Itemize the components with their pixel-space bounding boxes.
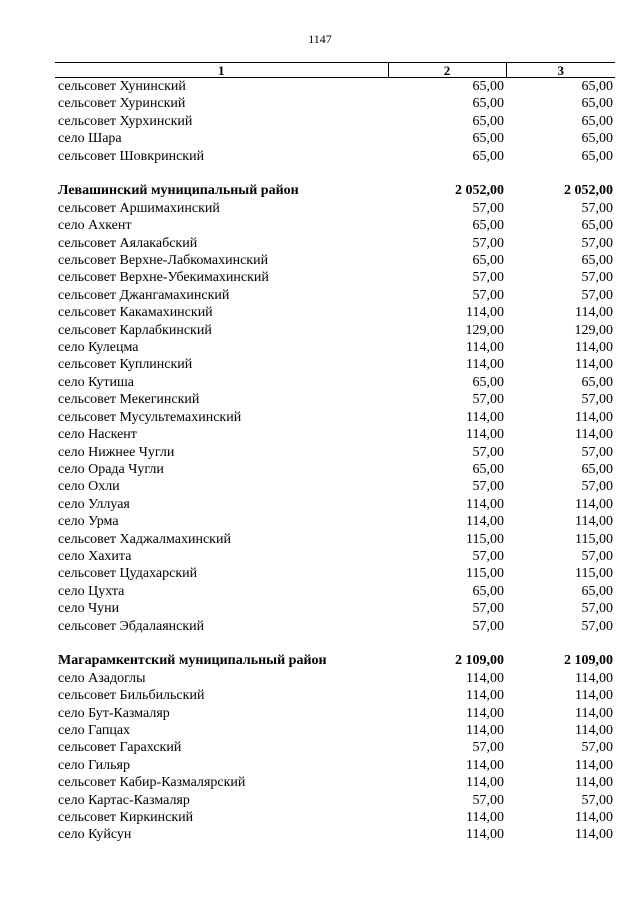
column-3-value-cell: 114,00 — [575, 496, 613, 512]
table-row — [55, 792, 615, 809]
locality-name-cell: село Охли — [58, 479, 120, 495]
column-3-value-cell: 114,00 — [575, 340, 613, 356]
column-3-value-cell: 114,00 — [575, 705, 613, 721]
column-2-value-cell: 115,00 — [466, 566, 504, 582]
table-row — [55, 148, 615, 165]
column-2-value-cell: 65,00 — [472, 374, 504, 390]
locality-name-cell: село Кулецма — [58, 340, 139, 356]
column-3-value-cell: 114,00 — [575, 723, 613, 738]
column-3-value-cell: 114,00 — [575, 775, 613, 791]
table-row — [55, 356, 615, 373]
column-2-value-cell: 65,00 — [472, 79, 504, 94]
column-2-value-cell: 114,00 — [466, 427, 504, 443]
column-2-value-cell: 57,00 — [472, 479, 504, 495]
table-row — [55, 444, 615, 461]
column-3-value-cell: 57,00 — [581, 601, 613, 617]
column-3-value-cell: 65,00 — [581, 218, 613, 234]
locality-name-cell: сельсовет Шовкринский — [58, 148, 205, 164]
locality-name-cell: село Нижнее Чугли — [58, 444, 175, 460]
district-heading-row — [55, 652, 615, 669]
locality-name-cell: сельсовет Аялакабский — [58, 235, 198, 251]
table-row — [55, 391, 615, 408]
locality-name-cell: сельсовет Киркинский — [58, 810, 194, 826]
column-3-value-cell: 114,00 — [575, 409, 613, 425]
column-2-value-cell: 114,00 — [466, 827, 504, 843]
column-3-value-cell: 57,00 — [581, 740, 613, 756]
column-2-value-cell: 65,00 — [472, 253, 504, 269]
locality-name-cell: село Ахкент — [58, 218, 132, 234]
table-row — [55, 496, 615, 513]
table-row — [55, 826, 615, 843]
column-2-value-cell: 57,00 — [472, 792, 504, 808]
table-row — [55, 269, 615, 286]
district-heading-row — [55, 182, 615, 199]
table-row — [55, 687, 615, 704]
column-3-value-cell: 57,00 — [581, 479, 613, 495]
column-3-value-cell: 114,00 — [575, 305, 613, 321]
table-row — [55, 200, 615, 217]
spacer-row — [55, 635, 615, 652]
locality-name-cell: сельсовет Хуринский — [58, 96, 186, 112]
locality-name-cell: село Наскент — [58, 427, 137, 443]
table-row — [55, 235, 615, 252]
page-number: 1147 — [308, 32, 332, 46]
locality-name-cell: село Шара — [58, 131, 122, 147]
table-row — [55, 565, 615, 582]
table-row — [55, 287, 615, 304]
locality-name-cell: село Азадоглы — [58, 670, 146, 686]
spacer-row — [55, 165, 615, 182]
column-2-value-cell: 114,00 — [466, 496, 504, 512]
locality-name-cell: сельсовет Мекегинский — [58, 392, 200, 408]
table-row — [55, 600, 615, 617]
column-3-value-cell: 65,00 — [581, 461, 613, 477]
table-row — [55, 809, 615, 826]
locality-name-cell: сельсовет Хурхинский — [58, 113, 193, 129]
locality-name-cell: сельсовет Куплинский — [58, 357, 193, 373]
column-2-value-cell: 114,00 — [466, 757, 504, 773]
table-row — [55, 670, 615, 687]
column-3-value-cell: 115,00 — [575, 531, 613, 547]
column-2-value-cell: 65,00 — [472, 583, 504, 599]
table-body — [55, 78, 615, 844]
column-2-value-cell: 114,00 — [466, 340, 504, 356]
locality-name-cell: село Гильяр — [58, 757, 130, 773]
column-3-value-cell: 114,00 — [575, 827, 613, 843]
column-3-value-cell: 57,00 — [581, 444, 613, 460]
locality-name-cell: сельсовет Хунинский — [58, 79, 186, 94]
column-3-value-cell: 2 109,00 — [564, 653, 613, 669]
column-3-value-cell: 65,00 — [581, 131, 613, 147]
locality-name-cell: сельсовет Хаджалмахинский — [58, 531, 231, 547]
locality-name-cell: село Картас-Казмаляр — [58, 792, 190, 808]
table-row — [55, 339, 615, 356]
locality-name-cell: сельсовет Джангамахинский — [58, 287, 230, 303]
table-row — [55, 531, 615, 548]
column-3-value-cell: 114,00 — [575, 810, 613, 826]
locality-name-cell: сельсовет Верхне-Убекимахинский — [58, 270, 269, 286]
column-2-value-cell: 114,00 — [466, 305, 504, 321]
table-row — [55, 95, 615, 112]
column-3-value-cell: 65,00 — [581, 583, 613, 599]
locality-name-cell: село Орада Чугли — [58, 461, 164, 477]
table-row — [55, 426, 615, 443]
column-3-value-cell: 57,00 — [581, 200, 613, 216]
locality-name-cell: село Куйсун — [58, 827, 132, 843]
table-row — [55, 409, 615, 426]
locality-name-cell: сельсовет Бильбильский — [58, 688, 205, 704]
column-2-value-cell: 57,00 — [472, 548, 504, 564]
column-3-value-cell: 114,00 — [575, 670, 613, 686]
table-row — [55, 217, 615, 234]
table-row — [55, 304, 615, 321]
column-3-value-cell: 129,00 — [574, 322, 613, 338]
locality-name-cell: село Гапцах — [58, 723, 131, 738]
column-2-value-cell: 57,00 — [472, 200, 504, 216]
column-2-value-cell: 114,00 — [466, 810, 504, 826]
column-3-value-cell: 57,00 — [581, 270, 613, 286]
column-3-value-cell: 65,00 — [581, 79, 613, 94]
column-3-value-cell: 57,00 — [581, 235, 613, 251]
column-3-value-cell: 57,00 — [581, 618, 613, 634]
locality-name-cell: Магарамкентский муниципальный район — [58, 653, 327, 669]
locality-name-cell: село Кутиша — [58, 374, 134, 390]
column-2-value-cell: 2 109,00 — [455, 653, 504, 669]
locality-name-cell: сельсовет Кабир-Казмалярский — [58, 775, 246, 791]
locality-name-cell: село Чуни — [58, 601, 120, 617]
table-row — [55, 583, 615, 600]
table-row — [55, 478, 615, 495]
locality-name-cell: сельсовет Цудахарский — [58, 566, 198, 582]
locality-name-cell: село Урма — [58, 514, 119, 530]
table-header-row — [55, 63, 615, 78]
table-row — [55, 113, 615, 130]
spacer-cell — [55, 165, 615, 182]
column-2-value-cell: 2 052,00 — [455, 183, 504, 199]
column-2-value-cell: 65,00 — [472, 131, 504, 147]
column-header-3: 3 — [506, 63, 615, 78]
table-row — [55, 322, 615, 339]
column-3-value-cell: 65,00 — [581, 253, 613, 269]
column-2-value-cell: 114,00 — [466, 723, 504, 738]
table-row — [55, 705, 615, 722]
locality-name-cell: Левашинский муниципальный район — [58, 183, 299, 199]
column-3-value-cell: 57,00 — [581, 287, 613, 303]
table-row — [55, 130, 615, 147]
column-2-value-cell: 114,00 — [466, 705, 504, 721]
locality-name-cell: село Бут-Казмаляр — [58, 705, 170, 721]
column-3-value-cell: 114,00 — [575, 357, 613, 373]
column-3-value-cell: 2 052,00 — [564, 183, 613, 199]
column-3-value-cell: 114,00 — [575, 514, 613, 530]
locality-name-cell: село Хахита — [58, 548, 132, 564]
column-2-value-cell: 114,00 — [466, 688, 504, 704]
spacer-cell — [55, 635, 615, 652]
locality-name-cell: сельсовет Верхне-Лабкомахинский — [58, 253, 269, 269]
column-2-value-cell: 65,00 — [472, 113, 504, 129]
table-row — [55, 374, 615, 391]
column-2-value-cell: 65,00 — [472, 148, 504, 164]
locality-name-cell: сельсовет Эбдалаянский — [58, 618, 205, 634]
column-2-value-cell: 65,00 — [472, 218, 504, 234]
locality-name-cell: сельсовет Какамахинский — [58, 305, 213, 321]
column-2-value-cell: 57,00 — [472, 740, 504, 756]
allocation-table — [55, 62, 615, 844]
table-row — [55, 722, 615, 739]
column-2-value-cell: 57,00 — [472, 392, 504, 408]
column-header-1: 1 — [55, 63, 388, 78]
column-2-value-cell: 57,00 — [472, 270, 504, 286]
column-2-value-cell: 57,00 — [472, 287, 504, 303]
column-2-value-cell: 114,00 — [466, 357, 504, 373]
locality-name-cell: сельсовет Гарахский — [58, 740, 182, 756]
column-3-value-cell: 114,00 — [575, 688, 613, 704]
column-2-value-cell: 57,00 — [472, 618, 504, 634]
column-3-value-cell: 114,00 — [575, 427, 613, 443]
column-header-2: 2 — [388, 63, 506, 78]
column-2-value-cell: 57,00 — [472, 235, 504, 251]
column-3-value-cell: 115,00 — [575, 566, 613, 582]
table-row — [55, 757, 615, 774]
table-row — [55, 78, 615, 96]
column-3-value-cell: 57,00 — [581, 548, 613, 564]
column-2-value-cell: 114,00 — [466, 775, 504, 791]
locality-name-cell: село Цухта — [58, 583, 125, 599]
table-row — [55, 548, 615, 565]
table-row — [55, 513, 615, 530]
locality-name-cell: село Уллуая — [58, 496, 130, 512]
column-2-value-cell: 129,00 — [465, 322, 504, 338]
column-3-value-cell: 65,00 — [581, 96, 613, 112]
column-2-value-cell: 114,00 — [466, 514, 504, 530]
column-2-value-cell: 57,00 — [472, 601, 504, 617]
column-2-value-cell: 114,00 — [466, 409, 504, 425]
column-3-value-cell: 65,00 — [581, 374, 613, 390]
locality-name-cell: сельсовет Аршимахинский — [58, 200, 220, 216]
column-3-value-cell: 65,00 — [581, 113, 613, 129]
column-3-value-cell: 57,00 — [581, 792, 613, 808]
column-2-value-cell: 57,00 — [472, 444, 504, 460]
table-row — [55, 461, 615, 478]
table-row — [55, 774, 615, 791]
column-3-value-cell: 65,00 — [581, 148, 613, 164]
table-row — [55, 739, 615, 756]
locality-name-cell: сельсовет Мусультемахинский — [58, 409, 242, 425]
table-row — [55, 252, 615, 269]
column-2-value-cell: 115,00 — [466, 531, 504, 547]
column-3-value-cell: 57,00 — [581, 392, 613, 408]
column-2-value-cell: 114,00 — [466, 670, 504, 686]
table-row — [55, 618, 615, 635]
column-2-value-cell: 65,00 — [472, 96, 504, 112]
column-2-value-cell: 65,00 — [472, 461, 504, 477]
locality-name-cell: сельсовет Карлабкинский — [58, 322, 212, 338]
column-3-value-cell: 114,00 — [575, 757, 613, 773]
